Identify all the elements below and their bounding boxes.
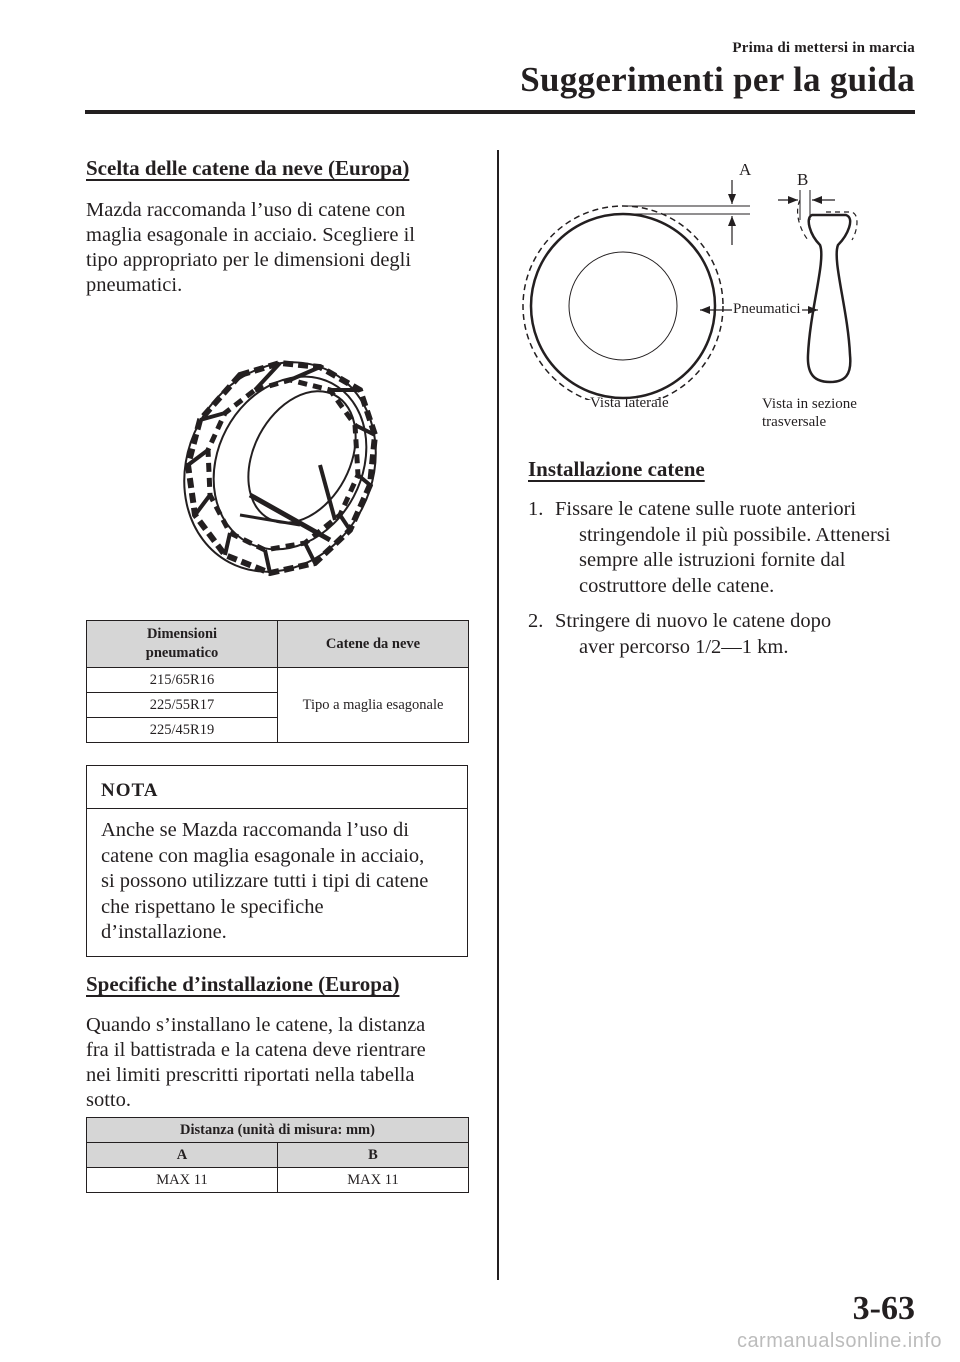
text-line: nei limiti prescritti riportati nella tabella <box>86 1064 415 1086</box>
table-cell: MAX 11 <box>87 1168 278 1193</box>
text-line: maglia esagonale in acciaio. Scegliere il <box>86 224 415 246</box>
table-row <box>87 668 469 693</box>
distance-table <box>86 1117 469 1193</box>
caption-line: trasversale <box>762 414 827 430</box>
table-header-cell: B <box>278 1143 469 1168</box>
text-line: Anche se Mazda raccomanda l’uso di <box>101 819 409 841</box>
header-line: pneumatico <box>145 645 219 661</box>
table-header-cell <box>87 621 278 668</box>
step-text <box>555 497 890 599</box>
note-body <box>101 818 461 946</box>
table-cell: 225/45R19 <box>87 718 278 743</box>
step-text <box>555 609 831 660</box>
heading-chain-choice: Scelta delle catene da neve (Europa) <box>86 156 410 180</box>
tyre-size-table <box>86 620 469 743</box>
table-cell: MAX 11 <box>278 1168 469 1193</box>
snow-chain-illustration <box>170 345 390 585</box>
caption-line: Vista in sezione <box>762 396 857 412</box>
table-cell: 225/55R17 <box>87 693 278 718</box>
text-line: si possono utilizzare tutti i tipi di catene <box>101 870 429 892</box>
chain-clearance-diagram <box>520 160 920 400</box>
table-header-cell: A <box>87 1143 278 1168</box>
text-line: sotto. <box>86 1089 131 1111</box>
table-header-cell: Distanza (unità di misura: mm) <box>87 1118 469 1143</box>
list-item <box>528 609 918 669</box>
caption-side-view: Vista laterale <box>590 395 669 411</box>
list-item <box>528 497 918 607</box>
table-cell: 215/65R16 <box>87 668 278 693</box>
note-divider <box>87 808 467 809</box>
table-cell: Tipo a maglia esagonale <box>278 668 469 743</box>
label-a: A <box>739 160 752 179</box>
table-header-cell: Catene da neve <box>278 621 469 668</box>
step-number: 1. <box>528 498 544 520</box>
text-line: Quando s’installano le catene, la distanza <box>86 1014 426 1036</box>
step-number: 2. <box>528 610 544 632</box>
heading-install-spec: Specifiche d’installazione (Europa) <box>86 972 400 996</box>
note-box <box>86 765 468 957</box>
paragraph-install-spec <box>86 1013 426 1113</box>
text-line: sempre alle istruzioni fornite dal <box>579 549 846 571</box>
page-title: Suggerimenti per la guida <box>520 60 915 99</box>
section-title: Prima di mettersi in marcia <box>732 40 915 56</box>
label-b: B <box>797 170 809 189</box>
text-line: aver percorso 1/2—1 km. <box>579 635 789 658</box>
page-number: 3-63 <box>852 1290 915 1327</box>
text-line: Stringere di nuovo le catene dopo <box>555 610 832 632</box>
heading-install-chains: Installazione catene <box>528 457 705 481</box>
header-line: Dimensioni <box>146 626 218 642</box>
text-line: Mazda raccomanda l’uso di catene con <box>86 199 406 221</box>
text-line: che rispettano le specifiche <box>101 895 324 918</box>
text-line: Fissare le catene sulle ruote anteriori <box>555 498 857 520</box>
label-tyre: Pneumatici <box>733 301 801 317</box>
text-line: fra il battistrada e la catena deve rientrare <box>86 1039 426 1061</box>
text-line: costruttore delle catene. <box>579 574 775 597</box>
watermark: carmanualsonline.info <box>736 1330 942 1352</box>
note-title: NOTA <box>101 780 159 801</box>
text-line: stringendole il più possibile. Attenersi <box>579 523 891 546</box>
header-rule <box>85 110 915 114</box>
paragraph-chain-choice <box>86 198 415 298</box>
table-row <box>87 1168 469 1193</box>
text-line: catene con maglia esagonale in acciaio, <box>101 844 425 867</box>
text-line: pneumatici. <box>86 274 183 296</box>
caption-section-view <box>762 395 857 431</box>
text-line: tipo appropriato per le dimensioni degli <box>86 249 412 271</box>
column-divider <box>497 150 499 1280</box>
text-line: d’installazione. <box>101 921 227 943</box>
